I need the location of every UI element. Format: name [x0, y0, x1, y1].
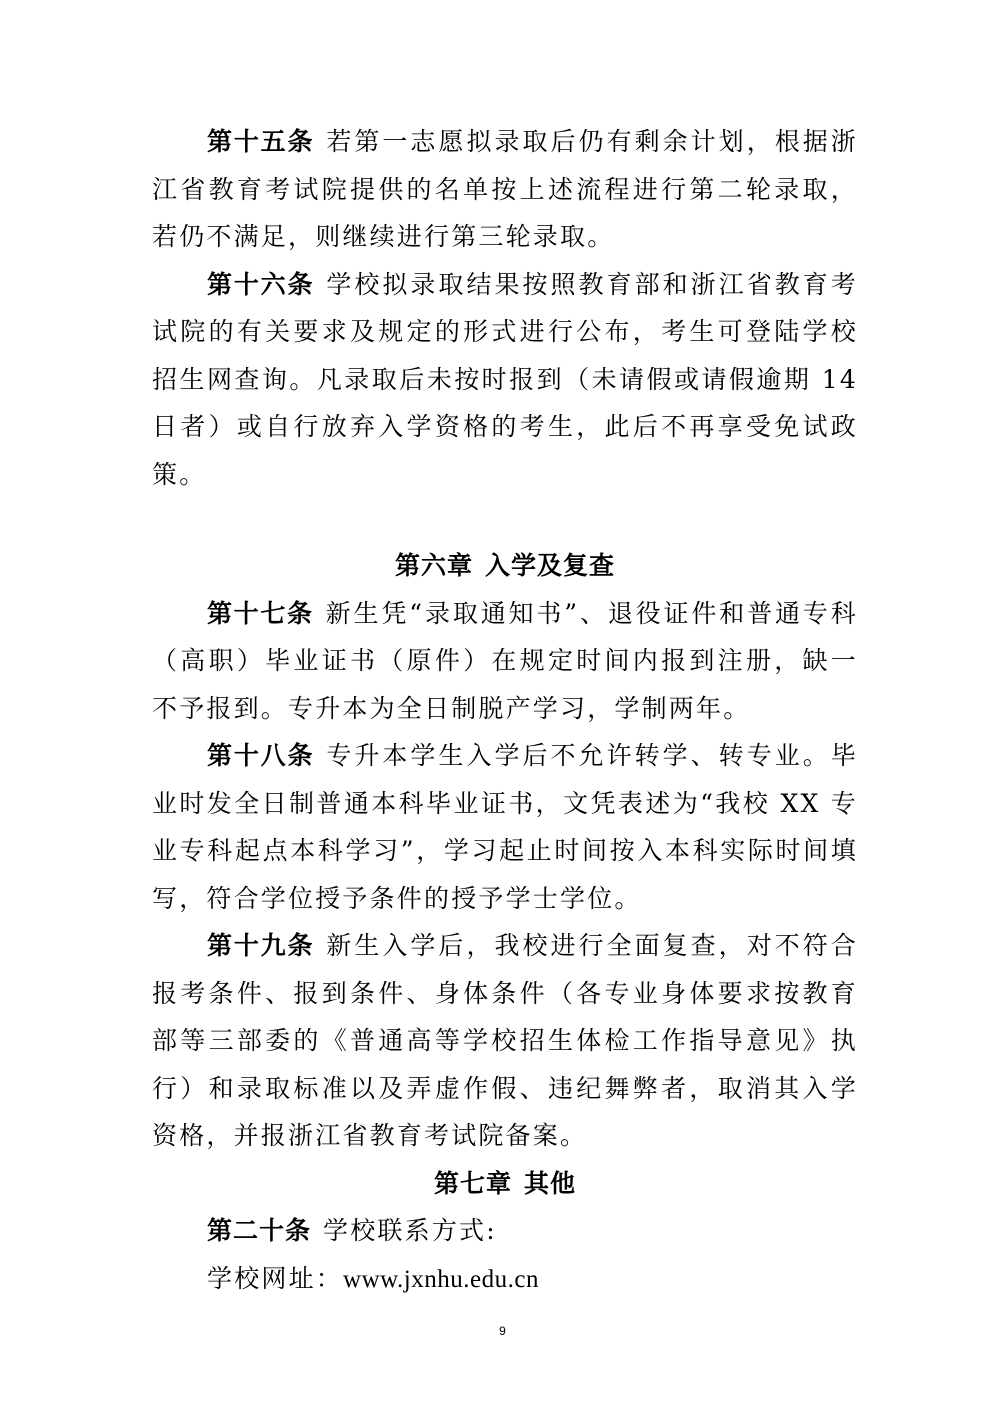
article-label: 第十五条: [207, 127, 315, 156]
article-label: 第十七条: [207, 598, 314, 628]
website-label: 学校网址：: [207, 1263, 344, 1293]
chapter-number: 第六章: [394, 551, 473, 580]
article-text: 新生凭“录取通知书”、退役证件和普通专科（高职）毕业证书（原件）在规定时间内报到注册，缺一不予报到。专升本为全日制脱产学习，学制两年。: [152, 598, 858, 723]
article-17: [152, 590, 858, 733]
article-15: [152, 118, 858, 261]
article-label: 第二十条: [207, 1216, 312, 1245]
website-line: [152, 1255, 858, 1304]
chapter-title: 其他: [524, 1168, 577, 1198]
chapter-7-heading: [152, 1160, 858, 1208]
article-label: 第十九条: [207, 931, 315, 960]
article-18: [152, 732, 858, 922]
document-page: [152, 118, 858, 1303]
page-number: 9: [499, 1324, 506, 1338]
article-20: [152, 1207, 858, 1255]
spacer: [152, 498, 858, 542]
chapter-title: 入学及复查: [485, 551, 616, 580]
article-label: 第十六条: [207, 269, 315, 299]
article-text: 专升本学生入学后不允许转学、转专业。毕业时发全日制普通本科毕业证书，文凭表述为“我校 XX 专业专科起点本科学习”，学习起止时间按入本科实际时间填写，符合学位授予条件的授予学士学位。: [152, 741, 858, 913]
article-label: 第十八条: [207, 741, 315, 770]
chapter-6-heading: [152, 542, 858, 590]
article-text: 学校联系方式:: [323, 1216, 497, 1245]
chapter-number: 第七章: [433, 1168, 512, 1198]
article-19: [152, 922, 858, 1160]
article-text: 若第一志愿拟录取后仍有剩余计划，根据浙江省教育考试院提供的名单按上述流程进行第二轮录取，若仍不满足，则继续进行第三轮录取。: [152, 127, 858, 251]
article-text: 学校拟录取结果按照教育部和浙江省教育考试院的有关要求及规定的形式进行公布，考生可登陆学校招生网查询。凡录取后未按时报到（未请假或请假逾期 14 日者）或自行放弃入学资格的考生，此后不再享受免试政策。: [152, 269, 858, 489]
article-text: 新生入学后，我校进行全面复查，对不符合报考条件、报到条件、身体条件（各专业身体要求按教育部等三部委的《普通高等学校招生体检工作指导意见》执行）和录取标准以及弄虚作假、违纪舞弊者，取消其入学资格，并报浙江省教育考试院备案。: [152, 931, 858, 1150]
website-link[interactable]: www.jxnhu.edu.cn: [343, 1265, 539, 1293]
article-16: [152, 261, 858, 499]
